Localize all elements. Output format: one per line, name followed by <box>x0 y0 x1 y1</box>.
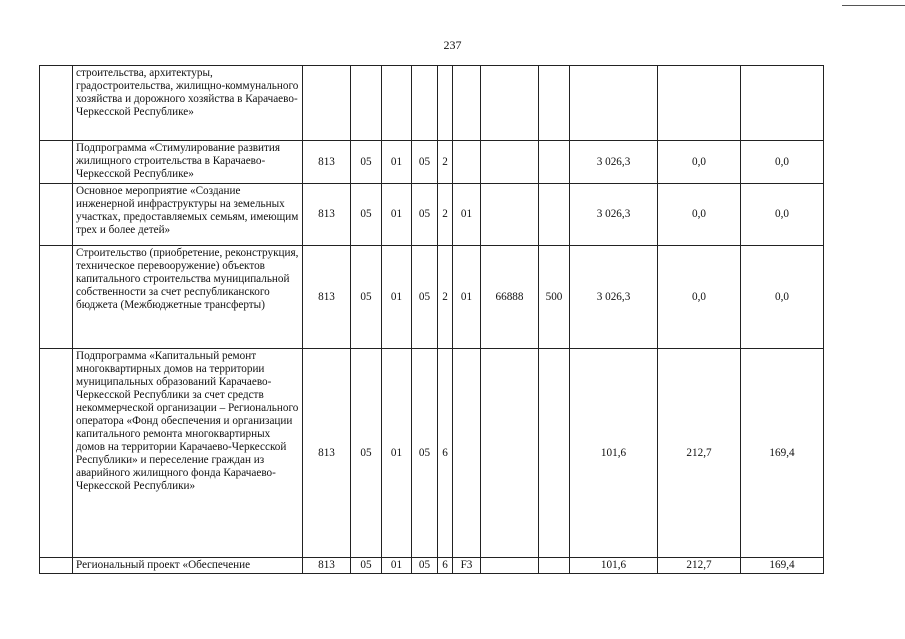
direction-cell <box>481 558 539 574</box>
subsection-cell <box>382 66 412 141</box>
budget-table <box>39 65 824 574</box>
table-row <box>40 349 824 558</box>
row-number-cell <box>40 141 73 184</box>
ministry-code-cell <box>303 66 351 141</box>
section-cell: 05 <box>351 141 382 184</box>
subprogram-cell: 2 <box>438 141 453 184</box>
table-row <box>40 66 824 141</box>
amount-year3-cell: 0,0 <box>741 184 824 246</box>
program-cell: 05 <box>412 558 438 574</box>
direction-cell <box>481 184 539 246</box>
activity-cell <box>453 349 481 558</box>
amount-year2-cell: 212,7 <box>658 558 741 574</box>
expense-type-cell <box>539 558 570 574</box>
amount-year2-cell: 0,0 <box>658 184 741 246</box>
amount-year3-cell: 169,4 <box>741 558 824 574</box>
program-cell: 05 <box>412 184 438 246</box>
expense-type-cell <box>539 349 570 558</box>
subprogram-cell: 6 <box>438 349 453 558</box>
amount-year1-cell: 3 026,3 <box>570 141 658 184</box>
table-row <box>40 558 824 574</box>
subsection-cell: 01 <box>382 246 412 349</box>
section-cell: 05 <box>351 349 382 558</box>
row-number-cell <box>40 184 73 246</box>
amount-year1-cell <box>570 66 658 141</box>
item-name-cell: Подпрограмма «Стимулирование развития жилищного строительства в Карачаево-Черкесской Республике» <box>73 141 303 184</box>
subsection-cell: 01 <box>382 184 412 246</box>
amount-year1-cell: 101,6 <box>570 558 658 574</box>
item-name-cell: Региональный проект «Обеспечение <box>73 558 303 574</box>
amount-year3-cell: 0,0 <box>741 141 824 184</box>
table-row <box>40 184 824 246</box>
ministry-code-cell: 813 <box>303 349 351 558</box>
program-cell: 05 <box>412 246 438 349</box>
section-cell: 05 <box>351 246 382 349</box>
item-name-cell: Строительство (приобретение, реконструкция, техническое перевооружение) объектов капитального строительства муниципальной собственности за счет республиканского бюджета (Межбюджетные трансферты) <box>73 246 303 349</box>
program-cell <box>412 66 438 141</box>
header-rule <box>842 5 905 6</box>
item-name-cell: Подпрограмма «Капитальный ремонт многоквартирных домов на территории муниципальных образований Карачаево-Черкесской Республики за счет средств некоммерческой организации – Регионального оператора «Фонд обеспечения и организации капитального ремонта многоквартирных домов на территории Карачаево-Черкесской Республики» и переселение граждан из аварийного жилищного фонда Карачаево-Черкесской Республики» <box>73 349 303 558</box>
activity-cell: 01 <box>453 184 481 246</box>
activity-cell <box>453 66 481 141</box>
program-cell: 05 <box>412 141 438 184</box>
subsection-cell: 01 <box>382 558 412 574</box>
program-cell: 05 <box>412 349 438 558</box>
amount-year2-cell: 0,0 <box>658 141 741 184</box>
ministry-code-cell: 813 <box>303 246 351 349</box>
table-row <box>40 141 824 184</box>
direction-cell <box>481 66 539 141</box>
page-number: 237 <box>443 38 462 52</box>
activity-cell <box>453 141 481 184</box>
direction-cell <box>481 141 539 184</box>
subprogram-cell: 6 <box>438 558 453 574</box>
amount-year2-cell: 0,0 <box>658 246 741 349</box>
subsection-cell: 01 <box>382 141 412 184</box>
amount-year3-cell: 0,0 <box>741 246 824 349</box>
ministry-code-cell: 813 <box>303 558 351 574</box>
item-name-cell: Основное мероприятие «Создание инженерной инфраструктуры на земельных участках, предоставляемых семьям, имеющим трех и более детей» <box>73 184 303 246</box>
amount-year1-cell: 3 026,3 <box>570 184 658 246</box>
section-cell: 05 <box>351 184 382 246</box>
ministry-code-cell: 813 <box>303 184 351 246</box>
subprogram-cell: 2 <box>438 246 453 349</box>
ministry-code-cell: 813 <box>303 141 351 184</box>
direction-cell: 66888 <box>481 246 539 349</box>
amount-year1-cell: 101,6 <box>570 349 658 558</box>
subprogram-cell <box>438 66 453 141</box>
row-number-cell <box>40 349 73 558</box>
activity-cell: 01 <box>453 246 481 349</box>
activity-cell: F3 <box>453 558 481 574</box>
amount-year1-cell: 3 026,3 <box>570 246 658 349</box>
table-row <box>40 246 824 349</box>
row-number-cell <box>40 558 73 574</box>
expense-type-cell <box>539 66 570 141</box>
direction-cell <box>481 349 539 558</box>
amount-year2-cell <box>658 66 741 141</box>
expense-type-cell <box>539 141 570 184</box>
section-cell <box>351 66 382 141</box>
amount-year3-cell <box>741 66 824 141</box>
row-number-cell <box>40 66 73 141</box>
expense-type-cell: 500 <box>539 246 570 349</box>
item-name-cell: строительства, архитектуры, градостроительства, жилищно-коммунального хозяйства и дорожного хозяйства в Карачаево-Черкесской Республике» <box>73 66 303 141</box>
section-cell: 05 <box>351 558 382 574</box>
subprogram-cell: 2 <box>438 184 453 246</box>
amount-year3-cell: 169,4 <box>741 349 824 558</box>
subsection-cell: 01 <box>382 349 412 558</box>
amount-year2-cell: 212,7 <box>658 349 741 558</box>
row-number-cell <box>40 246 73 349</box>
expense-type-cell <box>539 184 570 246</box>
